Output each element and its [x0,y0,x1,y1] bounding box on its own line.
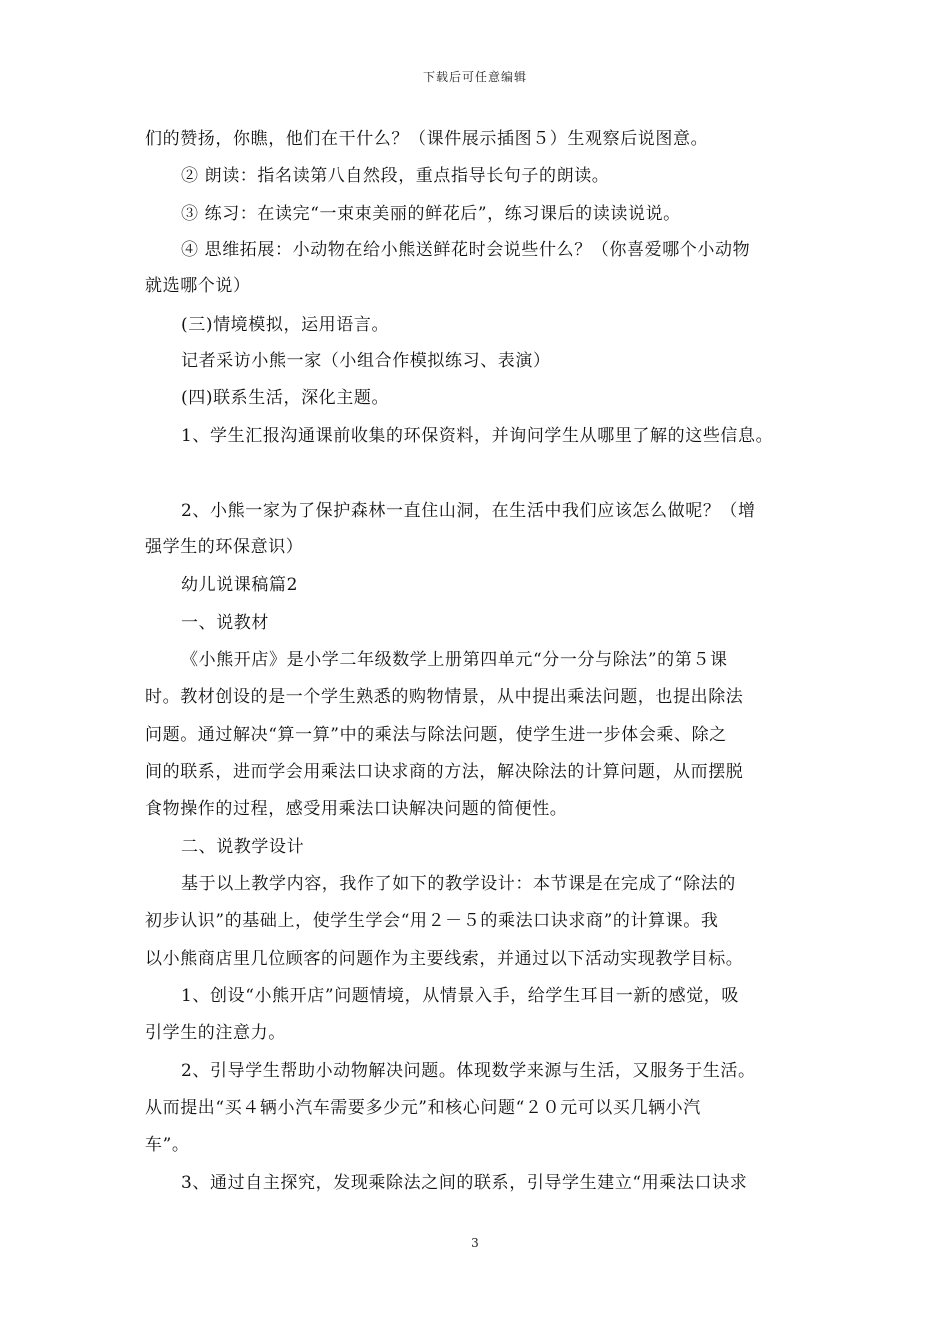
text-line: ② 朗读：指名读第八自然段，重点指导长句子的朗读。 [181,166,610,186]
text-line: 1、创设“小熊开店”问题情境，从情景入手，给学生耳目一新的感觉，吸 [181,986,739,1006]
text-line: 3、通过自主探究，发现乘除法之间的联系，引导学生建立“用乘法口诀求 [181,1173,748,1193]
section-heading: 一、说教材 [181,613,269,633]
page-number: 3 [471,1236,479,1250]
text-line: 2、小熊一家为了保护森林一直住山洞，在生活中我们应该怎么做呢？（增 [181,501,756,521]
text-line: 2、引导学生帮助小动物解决问题。体现数学来源与生活，又服务于生活。 [181,1061,756,1081]
text-line: ④ 思维拓展：小动物在给小熊送鲜花时会说些什么？（你喜爱哪个小动物 [181,240,751,260]
text-line: 就选哪个说） [145,276,251,296]
text-line: 基于以上教学内容，我作了如下的教学设计：本节课是在完成了“除法的 [181,874,736,894]
text-line: 们的赞扬，你瞧，他们在干什么？（课件展示插图５）生观察后说图意。 [145,129,709,149]
section-heading: 幼儿说课稿篇2 [181,575,299,595]
text-line: 车”。 [145,1135,190,1155]
text-line: 记者采访小熊一家（小组合作模拟练习、表演） [181,351,551,371]
text-line: 引学生的注意力。 [145,1023,286,1043]
text-line: 时。教材创设的是一个学生熟悉的购物情景，从中提出乘法问题，也提出除法 [145,687,744,707]
section-heading: (三)情境模拟，运用语言。 [181,315,390,335]
section-heading: 二、说教学设计 [181,837,305,857]
text-line: 从而提出“买４辆小汽车需要多少元”和核心问题“２０元可以买几辆小汽 [145,1098,701,1118]
text-line: 以小熊商店里几位顾客的问题作为主要线索，并通过以下活动实现教学目标。 [145,949,744,969]
text-line: 强学生的环保意识） [145,537,304,557]
text-line: 问题。通过解决“算一算”中的乘法与除法问题，使学生进一步体会乘、除之 [145,725,727,745]
text-line: ③ 练习：在读完“一束束美丽的鲜花后”，练习课后的读读说说。 [181,204,681,224]
section-heading: (四)联系生活，深化主题。 [181,388,390,408]
page-header: 下载后可任意编辑 [422,70,527,84]
text-line: 《小熊开店》是小学二年级数学上册第四单元“分一分与除法”的第５课 [181,650,728,670]
text-line: 1、学生汇报沟通课前收集的环保资料，并询问学生从哪里了解的这些信息。 [181,426,774,446]
text-line: 初步认识”的基础上，使学生学会“用２－５的乘法口诀求商”的计算课。我 [145,911,719,931]
text-line: 间的联系，进而学会用乘法口诀求商的方法，解决除法的计算问题，从而摆脱 [145,762,744,782]
text-line: 食物操作的过程，感受用乘法口诀解决问题的简便性。 [145,799,568,819]
